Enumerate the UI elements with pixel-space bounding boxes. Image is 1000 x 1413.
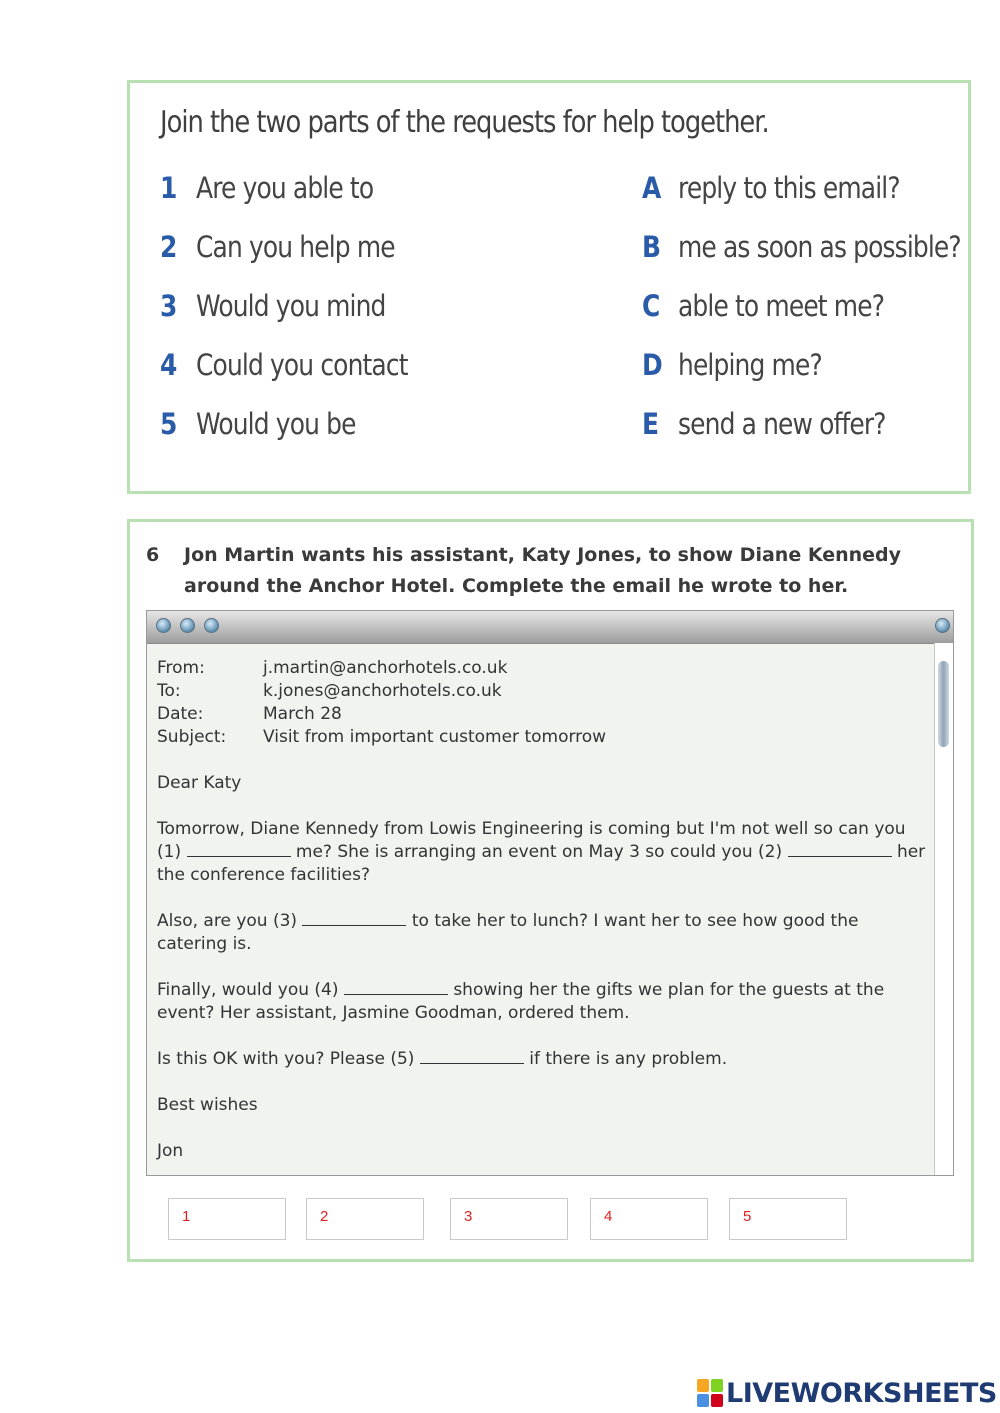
subject-value: Visit from important customer tomorrow <box>263 727 607 747</box>
answer-label: 2 <box>320 1208 329 1225</box>
logo-square <box>697 1394 709 1407</box>
paragraph-4 <box>157 1048 927 1071</box>
answer-label: 4 <box>604 1208 613 1225</box>
item-number: 5 <box>160 407 178 441</box>
blank-4 <box>344 980 448 995</box>
matching-exercise-panel <box>127 80 971 494</box>
paragraph-text: me? She is arranging an event on May 3 so could you (2) <box>295 842 783 862</box>
left-item <box>160 345 442 385</box>
right-item <box>642 227 1000 267</box>
left-item <box>160 404 382 444</box>
blank-3 <box>302 911 406 926</box>
from-label: From: <box>157 658 205 678</box>
paragraph-text: Finally, would you (4) <box>157 980 339 1000</box>
item-text: Could you contact <box>196 348 408 382</box>
item-number: 1 <box>160 171 178 205</box>
answer-input-5[interactable] <box>729 1198 847 1240</box>
item-number: 3 <box>160 289 178 323</box>
subject-label: Subject: <box>157 727 227 747</box>
item-letter: E <box>642 407 660 441</box>
signoff: Best wishes <box>157 1095 258 1115</box>
right-item <box>642 168 936 208</box>
paragraph-text: Also, are you (3) <box>157 911 298 931</box>
blank-1 <box>187 842 291 857</box>
from-row <box>157 657 927 680</box>
answer-label: 5 <box>743 1208 752 1225</box>
right-item <box>642 345 845 385</box>
to-value: k.jones@anchorhotels.co.uk <box>263 681 502 701</box>
paragraph-1 <box>157 818 927 887</box>
exercise-title: Join the two parts of the requests for help together. <box>160 105 769 140</box>
right-item <box>642 286 918 326</box>
blank-2 <box>788 842 892 857</box>
window-button-icon[interactable] <box>180 618 195 633</box>
scrollbar-thumb[interactable] <box>938 661 949 747</box>
paragraph-2 <box>157 910 927 956</box>
paragraph-3 <box>157 979 927 1025</box>
email-exercise-panel <box>127 519 974 1262</box>
item-text: send a new offer? <box>678 407 886 441</box>
paragraph-text: Tomorrow, Diane Kennedy from Lowis Engineering is coming but I'm not well so can you (1) <box>157 819 906 862</box>
from-value: j.martin@anchorhotels.co.uk <box>263 658 508 678</box>
item-letter: A <box>642 171 662 205</box>
date-value: March 28 <box>263 704 342 724</box>
window-button-icon[interactable] <box>156 618 171 633</box>
item-text: Can you help me <box>196 230 395 264</box>
answer-input-2[interactable] <box>306 1198 424 1240</box>
to-label: To: <box>157 681 181 701</box>
paragraph-text: her the conference facilities? <box>157 842 926 885</box>
item-text: Would you mind <box>196 289 386 323</box>
answer-label: 1 <box>182 1208 191 1225</box>
item-text: Are you able to <box>196 171 374 205</box>
paragraph-text: showing her the gifts we plan for the guests at the event? Her assistant, Jasmine Goodman, ordered them. <box>157 980 885 1023</box>
task-instruction <box>146 540 916 602</box>
blank-5 <box>420 1049 524 1064</box>
paragraph-text: if there is any problem. <box>529 1049 728 1069</box>
answer-input-1[interactable] <box>168 1198 286 1240</box>
logo-square <box>711 1379 723 1392</box>
email-body <box>157 657 927 1163</box>
logo-square <box>711 1394 723 1407</box>
date-row <box>157 703 927 726</box>
item-letter: D <box>642 348 663 382</box>
item-text: me as soon as possible? <box>678 230 961 264</box>
email-window <box>146 610 954 1176</box>
answer-boxes <box>168 1198 858 1240</box>
item-text: reply to this email? <box>678 171 900 205</box>
item-text: helping me? <box>678 348 822 382</box>
left-item <box>160 286 416 326</box>
date-label: Date: <box>157 704 204 724</box>
liveworksheets-logo <box>697 1376 997 1410</box>
item-letter: C <box>642 289 661 323</box>
answer-label: 3 <box>464 1208 473 1225</box>
task-number: 6 <box>146 544 160 566</box>
item-number: 2 <box>160 230 178 264</box>
signature: Jon <box>157 1141 184 1161</box>
right-item <box>642 404 919 444</box>
answer-input-4[interactable] <box>590 1198 708 1240</box>
paragraph-text: to take her to lunch? I want her to see how good the catering is. <box>157 911 859 954</box>
paragraph-text: Is this OK with you? Please (5) <box>157 1049 415 1069</box>
answer-input-3[interactable] <box>450 1198 568 1240</box>
to-row <box>157 680 927 703</box>
item-text: able to meet me? <box>678 289 885 323</box>
left-item <box>160 168 402 208</box>
scrollbar[interactable] <box>934 643 953 1175</box>
window-button-icon[interactable] <box>935 618 950 633</box>
logo-grid-icon <box>697 1379 723 1407</box>
left-item <box>160 227 427 267</box>
item-number: 4 <box>160 348 178 382</box>
task-text: Jon Martin wants his assistant, Katy Jones, to show Diane Kennedy around the Anchor Hotel. Complete the email he wrote to her. <box>184 544 902 597</box>
logo-square <box>697 1379 709 1392</box>
window-button-icon[interactable] <box>204 618 219 633</box>
item-letter: B <box>642 230 662 264</box>
logo-text: LIVEWORKSHEETS <box>726 1377 997 1409</box>
greeting: Dear Katy <box>157 773 242 793</box>
window-titlebar <box>147 611 953 644</box>
subject-row <box>157 726 927 749</box>
item-text: Would you be <box>196 407 356 441</box>
